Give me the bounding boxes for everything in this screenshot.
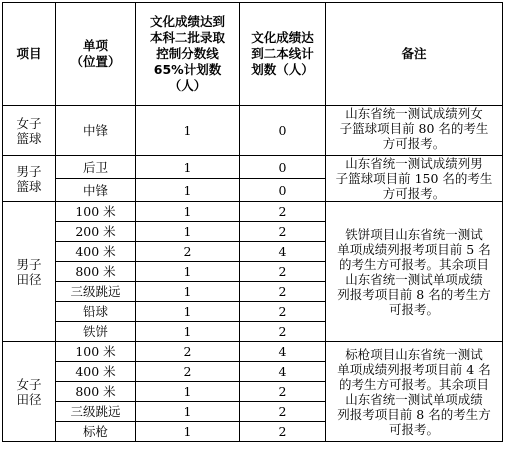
note-line: 山东省统一测试单项成绩 [345, 391, 483, 407]
quota-65-cell: 2 [136, 362, 240, 382]
quota-second-cell: 2 [240, 322, 326, 342]
note-line: 标枪项目山东省统一测试 [345, 346, 483, 362]
table-row [3, 106, 503, 156]
event-cell: 中锋 [56, 106, 136, 156]
project-line: 田径 [16, 391, 42, 407]
header-quota-second-line: 到二本线计 [251, 46, 314, 61]
quota-second-cell: 0 [240, 156, 326, 179]
project-cell [3, 106, 56, 156]
table-body [3, 106, 503, 442]
note-cell [326, 342, 503, 442]
note-line: 单项成绩列报考项目前 4 名 [337, 361, 491, 377]
quota-second-cell: 2 [240, 402, 326, 422]
quota-65-cell: 1 [136, 282, 240, 302]
note-cell [326, 106, 503, 156]
note-line: 可报考。 [388, 301, 439, 317]
quota-65-cell: 1 [136, 202, 240, 222]
event-cell: 后卫 [56, 156, 136, 179]
quota-second-cell: 2 [240, 202, 326, 222]
header-quota-65-line: （人） [168, 78, 207, 93]
note-line: 的考生方可报考。其余项目 [338, 256, 489, 272]
event-cell: 铁饼 [56, 322, 136, 342]
note-line: 单项成绩列报考项目前 5 名 [337, 241, 491, 257]
project-line: 篮球 [16, 130, 42, 146]
project-cell [3, 342, 56, 442]
project-line: 男子 [16, 163, 42, 179]
quota-65-cell: 1 [136, 179, 240, 202]
event-cell: 200 米 [56, 222, 136, 242]
note-cell [326, 156, 503, 202]
table-row [3, 202, 503, 222]
event-cell: 400 米 [56, 362, 136, 382]
quota-65-cell: 1 [136, 402, 240, 422]
note-line: 铁饼项目山东省统一测试 [345, 226, 483, 242]
project-line: 女子 [16, 115, 42, 131]
quota-second-cell: 2 [240, 382, 326, 402]
project-cell [3, 156, 56, 202]
note-cell [326, 202, 503, 342]
header-row [3, 3, 503, 106]
project-line: 男子 [16, 256, 42, 272]
quota-second-cell: 4 [240, 342, 326, 362]
quota-65-cell: 2 [136, 242, 240, 262]
note-line: 方可报考。 [382, 186, 446, 201]
quota-second-cell: 4 [240, 362, 326, 382]
quota-second-cell: 2 [240, 302, 326, 322]
event-cell: 100 米 [56, 342, 136, 362]
table-row [3, 342, 503, 362]
quota-65-cell: 1 [136, 222, 240, 242]
quota-65-cell: 2 [136, 342, 240, 362]
quota-second-cell: 0 [240, 106, 326, 156]
quota-65-cell: 1 [136, 382, 240, 402]
header-note: 备注 [326, 3, 503, 106]
recruitment-quota-table [2, 2, 503, 442]
project-line: 田径 [16, 271, 42, 287]
header-quota-second-line: 文化成绩达 [251, 30, 314, 45]
header-quota-65-line: 控制分数线 [156, 46, 219, 61]
note-line: 山东省统一测试成绩列女 [345, 106, 483, 121]
header-project: 项目 [3, 3, 56, 106]
quota-second-cell: 2 [240, 422, 326, 442]
project-cell [3, 202, 56, 342]
header-quota-second [240, 3, 326, 106]
event-cell: 标枪 [56, 422, 136, 442]
event-cell: 三级跳远 [56, 402, 136, 422]
header-event [56, 3, 136, 106]
header-quota-65 [136, 3, 240, 106]
note-line: 子篮球项目前 150 名的考生 [335, 171, 493, 186]
header-quota-65-line: 65%计划数 [153, 62, 222, 77]
header-quota-65-line: 本科二批录取 [149, 30, 225, 45]
event-cell: 800 米 [56, 262, 136, 282]
event-cell: 100 米 [56, 202, 136, 222]
header-event-line: （位置） [70, 54, 121, 69]
note-line: 列报考项目前 8 名的考生方 [337, 286, 491, 302]
quota-second-cell: 2 [240, 262, 326, 282]
event-cell: 800 米 [56, 382, 136, 402]
quota-65-cell: 1 [136, 322, 240, 342]
quota-second-cell: 0 [240, 179, 326, 202]
event-cell: 三级跳远 [56, 282, 136, 302]
quota-second-cell: 4 [240, 242, 326, 262]
header-event-line: 单项 [82, 38, 108, 53]
project-line: 篮球 [16, 178, 42, 194]
event-cell: 铅球 [56, 302, 136, 322]
quota-65-cell: 1 [136, 262, 240, 282]
quota-second-cell: 2 [240, 222, 326, 242]
table-row [3, 156, 503, 179]
quota-65-cell: 1 [136, 106, 240, 156]
event-cell: 400 米 [56, 242, 136, 262]
note-line: 子篮球项目前 80 名的考生 [339, 121, 489, 136]
event-cell: 中锋 [56, 179, 136, 202]
note-line: 方可报考。 [382, 136, 446, 151]
note-line: 山东省统一测试单项成绩 [345, 271, 483, 287]
quota-65-cell: 1 [136, 156, 240, 179]
note-line: 可报考。 [388, 421, 439, 437]
quota-65-cell: 1 [136, 422, 240, 442]
project-line: 女子 [16, 376, 42, 392]
note-line: 山东省统一测试成绩列男 [345, 156, 483, 171]
header-quota-second-line: 划数（人） [251, 62, 314, 77]
note-line: 列报考项目前 8 名的考生方 [337, 406, 491, 422]
quota-second-cell: 2 [240, 282, 326, 302]
note-line: 的考生方可报考。其余项目 [338, 376, 489, 392]
quota-65-cell: 1 [136, 302, 240, 322]
header-quota-65-line: 文化成绩达到 [149, 14, 225, 29]
